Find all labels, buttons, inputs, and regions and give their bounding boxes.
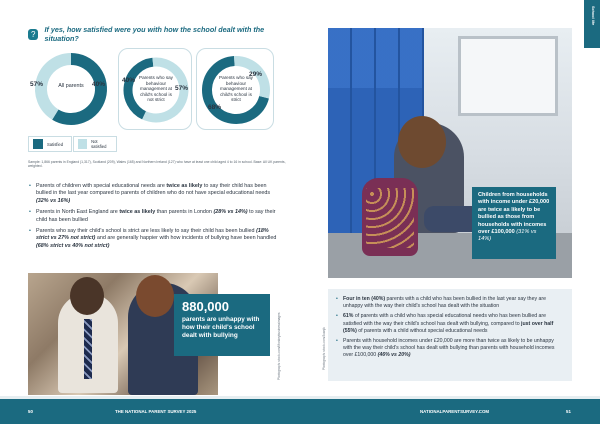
photo-figure-parent-head	[136, 275, 174, 317]
bullet-text: Parents with household incomes under £20,000 are more than twice as likely to be unhappy with the way their child's school has dealt with bullying than parents with household incomes over £100,000	[343, 338, 555, 359]
footer-url[interactable]: NATIONALPARENTSURVEY.COM	[420, 409, 490, 414]
legend-item-satisfied	[28, 136, 72, 152]
bullet-text: than parents in London	[155, 209, 214, 216]
data-label-satisfied-all: 57%	[30, 81, 44, 88]
page-number-left: 50	[28, 409, 33, 414]
data-label-not-satisfied-strict: 29%	[249, 71, 263, 78]
data-label-not-satisfied-all: 40%	[92, 81, 106, 88]
bullet-text: of parents with a child without special educational needs	[356, 327, 488, 334]
stat-number: 880,000	[182, 299, 229, 314]
section-tab	[584, 0, 600, 48]
sample-note: Sample: 1,866 parents in England (1,317), Scotland (209), Wales (165) and Northern Ireland (127) who have at least one child aged 4 to 16 in school. Base: All UK parents, weighted.	[28, 160, 286, 168]
legend-swatch-satisfied	[33, 139, 43, 149]
bullet-figure: (32% vs 16%)	[36, 197, 71, 204]
photo-figure-girl-hair	[398, 116, 446, 168]
page-number-right: 51	[566, 409, 571, 414]
bullet-item	[28, 209, 283, 224]
bullet-item	[28, 228, 283, 250]
photo-credit-right-text: Photograph: stock.com/Juanjk	[322, 327, 326, 370]
donut-label-not-strict: Parents who say behaviour management at child's school is not strict	[139, 75, 173, 103]
bullet-text: to say their child has been bullied	[36, 209, 276, 223]
chart-panel-strict	[196, 48, 274, 130]
footer-title: THE NATIONAL PARENT SURVEY 2025	[115, 409, 197, 414]
chart-legend	[28, 136, 118, 152]
legend-swatch-not-satisfied	[78, 139, 87, 149]
bullet-item	[28, 183, 283, 205]
income-callout-text: Children from households with income under £20,000 are twice as likely to be bullied as those from households with incomes over £100,000	[478, 192, 550, 236]
question-text: If yes, how satisfied were you with how the school dealt with the situation?	[44, 25, 265, 43]
bullet-emphasis: twice as likely	[166, 183, 203, 189]
findings-box	[328, 289, 572, 381]
photo-backpack-pattern	[366, 188, 414, 248]
question-icon: ?	[28, 29, 38, 40]
stat-callout	[174, 294, 270, 356]
legend-item-not-satisfied	[73, 136, 117, 152]
chart-panel-all-parents	[28, 48, 114, 130]
bullet-list-right	[336, 296, 564, 360]
bullet-figure: (18% strict vs 27% not strict)	[36, 228, 269, 242]
bullet-figure: (68% strict vs 40% not strict)	[36, 242, 110, 249]
data-label-not-satisfied-not-strict: 57%	[175, 85, 189, 92]
donut-label-strict: Parents who say behaviour management at child's school is strict	[219, 75, 253, 103]
bullet-item	[336, 296, 564, 310]
photo-figure-child-head	[70, 277, 104, 315]
photo-credit-left-text: Photograph: stock.com/Monkeybusinessimages	[277, 312, 281, 380]
photo-school-tie	[84, 319, 92, 379]
bullet-text: of parents with a child who has special educational needs who has been bullied are satisfied with the way their child's school has dealt with bullying, compared to	[343, 313, 547, 327]
section-tab-label: School life	[591, 6, 595, 26]
footer-bar	[0, 399, 600, 424]
bullet-text: Parents in North East England are	[36, 209, 120, 216]
bullet-item	[336, 338, 564, 360]
bullet-figure: (28% vs 14%)	[213, 209, 248, 216]
bullet-item	[336, 313, 564, 335]
photo-credit-left	[277, 280, 283, 380]
bullet-emphasis: Four in ten (40%)	[343, 296, 386, 302]
bullet-text: Parents of children with special educational needs are	[36, 183, 167, 189]
photo-lockers-top	[328, 28, 424, 88]
bullet-text: parents with a child who has been bullied in the last year say they are unhappy with the way their child's school has dealt with the situation	[343, 296, 546, 310]
bullet-emphasis: just over half (55%)	[343, 320, 554, 334]
chart-panel-not-strict	[118, 48, 192, 130]
bullet-list-left	[28, 183, 283, 254]
bullet-text: Parents who say their child's school is strict are less likely to say their child has been bullied	[36, 228, 257, 235]
data-label-satisfied-not-strict: 40%	[122, 77, 136, 84]
photo-window	[458, 36, 558, 116]
legend-label-satisfied: Satisfied	[47, 141, 64, 147]
bullet-text: and are generally happier with how incidents of bullying have been handled	[95, 235, 277, 242]
bullet-emphasis: twice as likely	[119, 209, 156, 216]
income-callout-figure: (31% vs 14%)	[478, 229, 537, 243]
donut-label-all-parents: All parents	[58, 83, 84, 89]
stat-text: parents are unhappy with how their child's school dealt with bullying	[182, 316, 260, 339]
bullet-emphasis: 61%	[343, 313, 354, 320]
legend-label-not-satisfied: Not satisfied	[91, 139, 107, 149]
bullet-figure: (46% vs 20%)	[377, 352, 411, 359]
data-label-satisfied-strict: 68%	[208, 104, 222, 111]
income-callout	[472, 187, 556, 259]
question-header	[28, 25, 288, 43]
bullet-text: to say their child has been bullied in the last year compared to parents of children who do not have special educational needs	[36, 183, 271, 197]
